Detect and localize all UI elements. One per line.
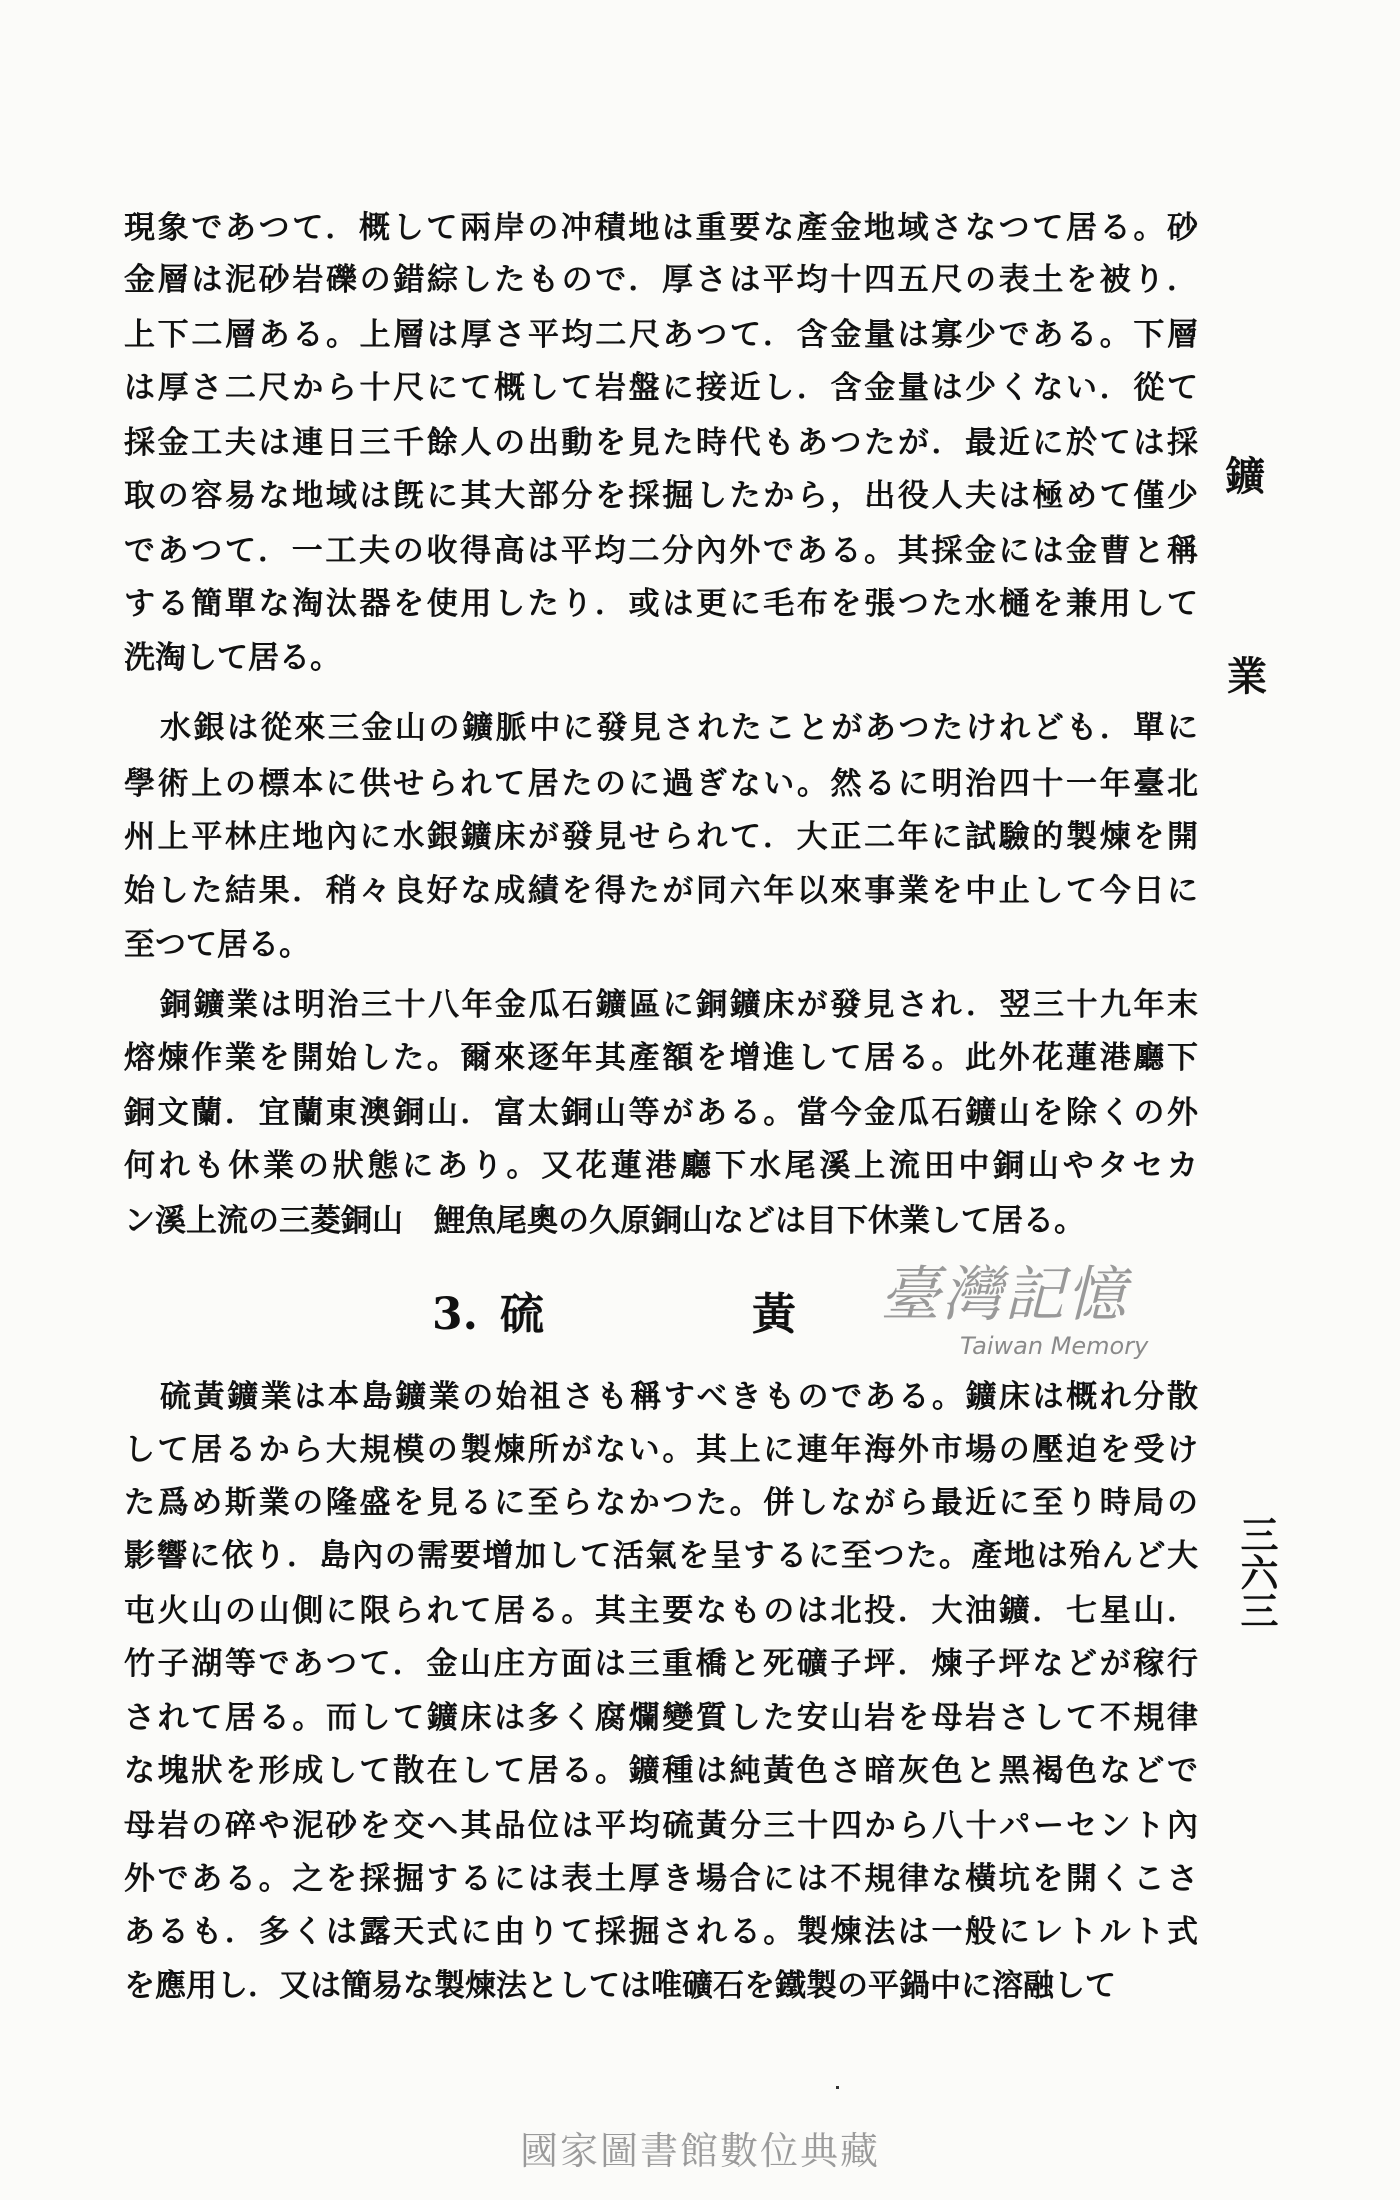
text-line: 銅文蘭．宜蘭東澳銅山．富太銅山等がある。當今金瓜石鑛山を除くの外: [124, 1095, 1198, 1131]
text-line: 屯火山の山側に限られて居る。其主要なものは北投．大油鑛．七星山．: [124, 1593, 1198, 1629]
text-line: されて居る。而して鑛床は多く腐爛變質した安山岩を母岩さして不規律: [124, 1700, 1198, 1736]
text-line: 影響に依り．島內の需要增加して活氣を呈するに至つた。產地は殆んど大: [124, 1538, 1198, 1574]
text-line: を應用し．又は簡易な製煉法としては唯礦石を鐵製の平鍋中に溶融して: [124, 1968, 1116, 2004]
section-number: 3.: [432, 1289, 478, 1340]
text-line: 母岩の碎や泥砂を交へ其品位は平均硫黃分三十四から八十パーセント內: [124, 1808, 1198, 1844]
text-line: 採金工夫は連日三千餘人の出動を見た時代もあつたが．最近に於ては採: [124, 425, 1198, 461]
text-line: 洗淘して居る。: [124, 640, 341, 676]
text-line: 學術上の標本に供せられて居たのに過ぎない。然るに明治四十一年臺北: [124, 766, 1198, 802]
text-line: する簡單な淘汰器を使用したり．或は更に毛布を張つた水樋を兼用して: [124, 586, 1198, 622]
text-line: た爲め斯業の隆盛を見るに至らなかつた。併しながら最近に至り時局の: [124, 1485, 1198, 1521]
text-line: 州上平林庄地內に水銀鑛床が發見せられて．大正二年に試驗的製煉を開: [124, 819, 1198, 855]
running-head-2: 業: [1227, 653, 1267, 700]
text-line: 外である。之を採掘するには表土厚き場合には不規律な橫坑を開くこさ: [124, 1861, 1198, 1897]
watermark-logo: 臺灣記憶: [880, 1260, 1128, 1330]
print-speck: [836, 2086, 839, 2089]
text-line: 硫黃鑛業は本島鑛業の始祖さも稱すべきものである。鑛床は概れ分散: [160, 1379, 1198, 1415]
text-line: 熔煉作業を開始した。爾來逐年其產額を增進して居る。此外花蓮港廳下: [124, 1040, 1198, 1076]
text-line: 現象であつて．概して兩岸の冲積地は重要な產金地域さなつて居る。砂: [124, 210, 1198, 246]
text-line: 水銀は從來三金山の鑛脈中に發見されたことがあつたけれども．單に: [160, 710, 1198, 746]
text-line: は厚さ二尺から十尺にて概して岩盤に接近し．含金量は少くない．從て: [124, 370, 1198, 406]
section-title-char-2: 黃: [752, 1289, 796, 1340]
text-line: ン溪上流の三菱銅山 鯉魚尾奧の久原銅山などは目下休業して居る。: [124, 1203, 1085, 1239]
text-line: 取の容易な地域は旣に其大部分を採掘したから，出役人夫は極めて僅少: [124, 478, 1198, 514]
text-line: 至つて居る。: [124, 927, 310, 963]
section-title-char-1: 硫: [500, 1289, 544, 1340]
running-head-1: 鑛: [1225, 453, 1265, 500]
text-line: 何れも休業の狀態にあり。又花蓮港廳下水尾溪上流田中銅山やタセカ: [124, 1148, 1198, 1184]
footer-credit: 國家圖書館數位典藏: [519, 2129, 880, 2173]
text-line: であつて．一工夫の收得高は平均二分內外である。其採金には金曹と稱: [124, 533, 1198, 569]
text-line: 金層は泥砂岩礫の錯綜したもので．厚さは平均十四五尺の表土を被り．: [124, 262, 1198, 298]
page-number: 三六三: [1234, 1515, 1279, 1629]
text-line: あるも．多くは露天式に由りて採掘される。製煉法は一般にレトルト式: [124, 1914, 1198, 1950]
text-line: 竹子湖等であつて．金山庄方面は三重橋と死礦子坪．煉子坪などが稼行: [124, 1646, 1198, 1682]
text-line: 銅鑛業は明治三十八年金瓜石鑛區に銅鑛床が發見され．翌三十九年末: [160, 987, 1198, 1023]
text-line: 上下二層ある。上層は厚さ平均二尺あつて．含金量は寡少である。下層: [124, 317, 1198, 353]
text-line: な塊狀を形成して散在して居る。鑛種は純黃色さ暗灰色と黑褐色などで: [124, 1753, 1198, 1789]
text-line: 始した結果．稍々良好な成績を得たが同六年以來事業を中止して今日に: [124, 873, 1198, 909]
watermark-subtitle: Taiwan Memory: [960, 1332, 1149, 1360]
text-line: して居るから大規模の製煉所がない。其上に連年海外市場の壓迫を受け: [124, 1432, 1198, 1468]
